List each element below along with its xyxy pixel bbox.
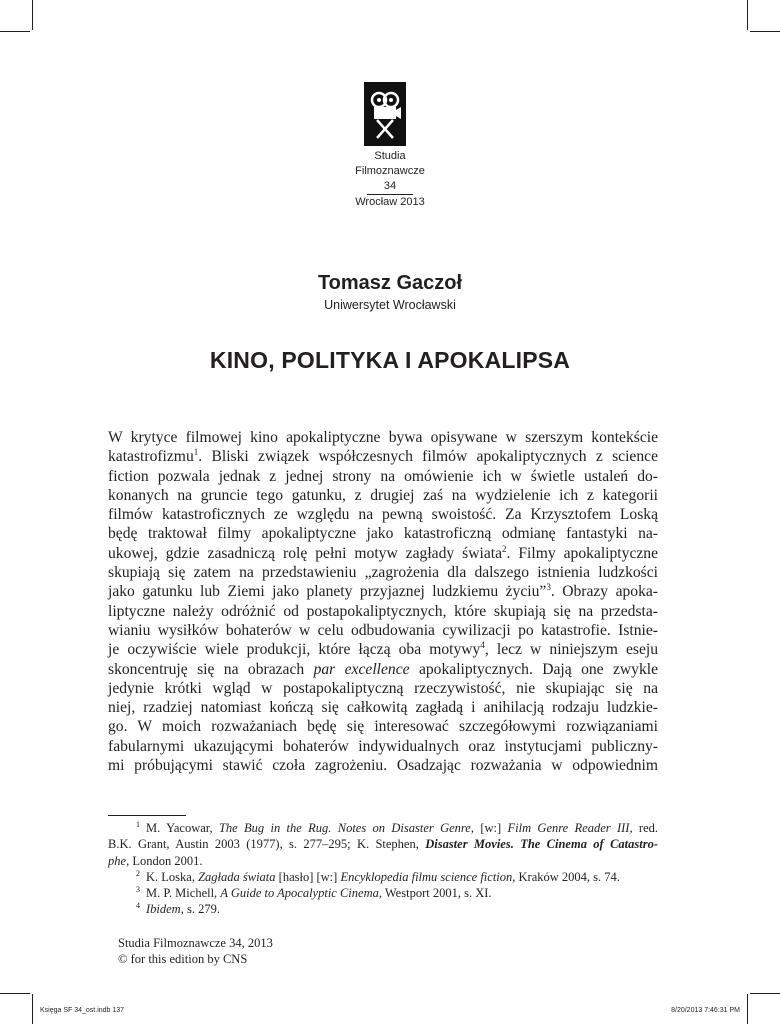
crop-mark	[0, 31, 30, 32]
body-line: wianiu wysiłków bohaterów w celu odbudowania cywilizacji po katastrofie. Istnie-	[108, 621, 658, 639]
footnote-ref[interactable]: 1	[193, 447, 199, 458]
footnote-4: $^4$ Ibidem, s. 279.	[136, 901, 220, 917]
footnote-number: 2	[136, 868, 140, 878]
footnote-divider	[108, 815, 186, 816]
body-line: go. W moich rozważaniach będę się interesować szczegółowymi rozwiązaniami	[108, 718, 658, 736]
article-title: KINO, POLITYKA I APOKALIPSA	[209, 347, 571, 373]
body-line: skupiają się zatem na przedstawieniu „zagrożenia dla dalszego istnienia ludzkości	[108, 564, 658, 582]
body-line: je oczywiście wiele produkcji, które łączą oba motywy$^4$, lecz w niniejszym eseju	[108, 640, 658, 659]
article-body	[108, 428, 658, 775]
crop-mark	[32, 0, 33, 30]
body-line: ukowej, gdzie zasadniczą rolę pełni motyw zagłady świata$^2$. Filmy apokaliptyczne	[108, 543, 658, 562]
footnote-3: $^3$ M. P. Michell, A Guide to Apocalyptic Cinema, Westport 2001, s. XI.	[136, 885, 492, 901]
body-line: skoncentruję się na obrazach par excellence apokaliptycznych. Dają one zwykle	[108, 660, 659, 678]
body-line: katastrofizmu$^1$. Bliski związek współczesnych filmów apokaliptycznych z science	[108, 447, 658, 466]
author-name: Tomasz Gaczoł	[317, 272, 463, 294]
body-line: będę traktował filmy apokaliptyczne jako katastroficzną odmianę fantastyki na-	[108, 525, 658, 543]
body-line: W krytyce filmowej kino apokaliptyczne bywa opisywane w szerszym kontekście	[108, 429, 658, 446]
journal-place-year: Wrocław 2013	[355, 196, 425, 208]
crop-mark	[0, 993, 30, 994]
print-slug-left: Księga SF 34_ost.indb 137	[40, 1007, 125, 1014]
copyright-line1: Studia Filmoznawcze 34, 2013	[118, 936, 273, 950]
crop-mark	[32, 994, 33, 1024]
body-line: fabularnymi ukazującymi bohaterów indywidualnych oraz instytucjami publiczny-	[108, 737, 658, 755]
body-line: mi próbującymi stawić czoła zagrożeniu. Osadzając rozważania w odpowiednim	[108, 757, 658, 775]
journal-name-line1: Studia	[374, 150, 406, 162]
body-line: jako gatunku lub Ziemi jako planety przyjaznej ludzkiemu życiu”$^3$. Obrazy apoka-	[108, 582, 658, 601]
crop-mark	[750, 31, 780, 32]
body-line: filmów katastroficznych ze względu na pewną swoistość. Za Krzysztofem Loską	[108, 506, 658, 524]
copyright-notice	[118, 935, 273, 967]
footnote-ref[interactable]: 4	[480, 640, 485, 651]
film-reel-icon	[367, 86, 403, 142]
footnote-number: 1	[136, 820, 140, 829]
footnote-1-end: phe, London 2001.	[108, 853, 203, 868]
crop-mark	[747, 994, 748, 1024]
body-line: liptyczne należy odróżnić od postapokaliptycznych, które skupiają się na przedsta-	[108, 602, 658, 620]
footnote-ref[interactable]: 3	[546, 582, 551, 593]
footnote-1: $^1$ M. Yacowar, The Bug in the Rug. Notes on Disaster Genre, [w:] Film Genre Reader III, red.	[136, 820, 658, 835]
body-line: konanych na gruncie tego gatunku, z drugiej zaś na wydzielenie ich z kategorii	[108, 486, 658, 504]
journal-volume: 34	[383, 180, 397, 192]
body-line: niej, rzadziej natomiast kończą się całkowitą zagładą i anihilacją rodzaju ludzkie-	[108, 699, 658, 717]
footnote-1-cont: B.K. Grant, Austin 2003 (1977), s. 277–295; K. Stephen, Disaster Movies. The Cinema of Catastro-	[108, 837, 658, 852]
footnote-ref[interactable]: 2	[502, 543, 507, 554]
print-slug-right: 8/20/2013 7:46:31 PM	[671, 1007, 740, 1014]
crop-mark	[750, 993, 780, 994]
footnote-number: 4	[136, 901, 140, 911]
crop-mark	[747, 0, 748, 30]
body-line: jedynie krótki wgląd w postapokaliptyczną rzeczywistość, nie skupiając się na	[108, 679, 658, 697]
footnote-number: 3	[136, 885, 140, 895]
author-affiliation: Uniwersytet Wrocławski	[324, 298, 456, 312]
copyright-line2: © for this edition by CNS	[118, 952, 248, 966]
journal-name-line2: Filmoznawcze	[355, 165, 425, 177]
journal-logo	[364, 82, 406, 146]
footnotes	[108, 820, 658, 918]
body-line: fiction pozwala jednak z jednej strony na omówienie ich w świetle ustaleń do-	[108, 467, 658, 485]
journal-info	[0, 149, 780, 210]
footnote-2: $^2$ K. Loska, Zagłada świata [hasło] [w:] Encyklopedia filmu science fiction, Kraków 2004, s. 74.	[136, 868, 620, 884]
